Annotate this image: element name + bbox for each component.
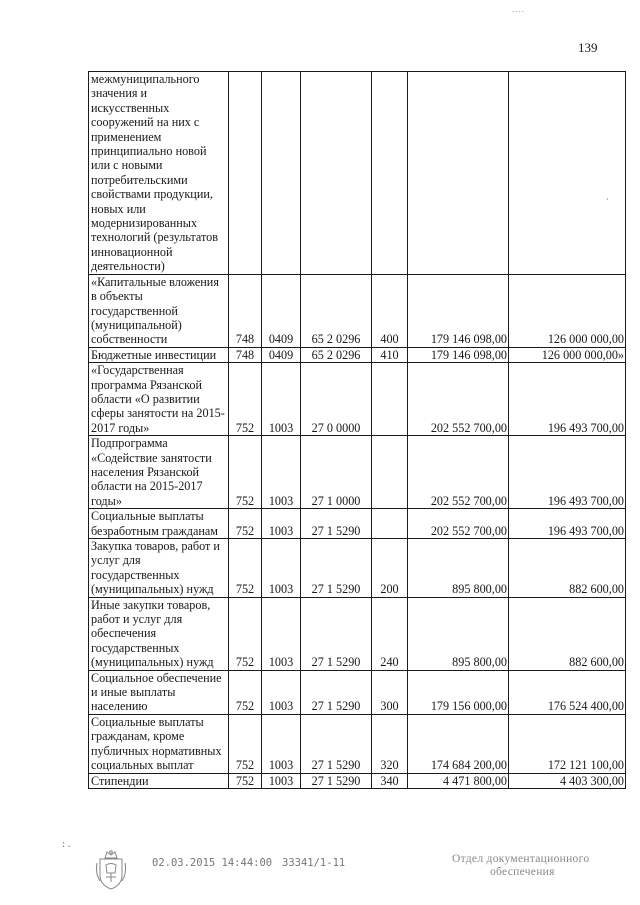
cell-name: Бюджетные инвестиции <box>89 347 229 362</box>
cell-vr: 320 <box>372 714 408 773</box>
cell-sum-2017: 196 493 700,00 <box>509 363 626 436</box>
cell-ved: 752 <box>229 714 262 773</box>
table-row <box>89 509 626 539</box>
cell-vr: 240 <box>372 597 408 670</box>
cell-ved: 752 <box>229 539 262 598</box>
table-row <box>89 363 626 436</box>
cell-sum-2016: 179 146 098,00 <box>408 274 509 347</box>
table-row <box>89 72 626 275</box>
cell-csr: 27 1 5290 <box>301 670 372 714</box>
cell-sum-2017: 126 000 000,00 <box>509 274 626 347</box>
cell-sum-2016: 895 800,00 <box>408 597 509 670</box>
cell-rz: 0409 <box>262 274 301 347</box>
footer-department-line1: Отдел документационного <box>452 853 590 865</box>
cell-ved: 752 <box>229 670 262 714</box>
cell-sum-2017: 172 121 100,00 <box>509 714 626 773</box>
cell-sum-2016: 202 552 700,00 <box>408 436 509 509</box>
cell-name: Иные закупки товаров, работ и услуг для обеспечения государственных (муниципальных) нужд <box>89 597 229 670</box>
cell-csr: 27 0 0000 <box>301 363 372 436</box>
table-row <box>89 597 626 670</box>
cell-name: Социальное обеспечение и иные выплаты населению <box>89 670 229 714</box>
cell-rz: 1003 <box>262 773 301 788</box>
cell-rz <box>262 72 301 275</box>
table-row <box>89 539 626 598</box>
cell-rz: 1003 <box>262 363 301 436</box>
cell-name: Стипендии <box>89 773 229 788</box>
cell-ved: 752 <box>229 509 262 539</box>
cell-sum-2016: 174 684 200,00 <box>408 714 509 773</box>
cell-vr: 300 <box>372 670 408 714</box>
footer-timestamp: 02.03.2015 14:44:00 <box>152 857 273 869</box>
cell-csr: 27 1 0000 <box>301 436 372 509</box>
cell-vr <box>372 436 408 509</box>
cell-rz: 1003 <box>262 670 301 714</box>
cell-csr: 27 1 5290 <box>301 539 372 598</box>
footer-document-number: 33341/1-11 <box>282 857 346 869</box>
table-row <box>89 274 626 347</box>
cell-vr: 340 <box>372 773 408 788</box>
cell-csr: 65 2 0296 <box>301 347 372 362</box>
cell-ved <box>229 72 262 275</box>
cell-ved: 752 <box>229 436 262 509</box>
cell-vr: 200 <box>372 539 408 598</box>
cell-sum-2017: 4 403 300,00 <box>509 773 626 788</box>
cell-name: Закупка товаров, работ и услуг для государственных (муниципальных) нужд <box>89 539 229 598</box>
left-margin-mark: : . <box>62 838 71 850</box>
top-scan-mark: .... <box>512 4 525 14</box>
cell-sum-2017: 126 000 000,00» <box>509 347 626 362</box>
cell-rz: 1003 <box>262 509 301 539</box>
cell-csr: 27 1 5290 <box>301 773 372 788</box>
cell-name: межмуниципального значения и искусственных сооружений на них с применением принципиально новой или с новыми потребительскими свойствами продукции, новых или модернизированных технологий (результатов инновационной деятельности) <box>89 72 229 275</box>
cell-ved: 752 <box>229 597 262 670</box>
cell-csr: 65 2 0296 <box>301 274 372 347</box>
cell-csr: 27 1 5290 <box>301 714 372 773</box>
cell-ved: 748 <box>229 347 262 362</box>
margin-mark: · <box>606 194 609 204</box>
cell-csr: 27 1 5290 <box>301 597 372 670</box>
cell-rz: 1003 <box>262 597 301 670</box>
cell-sum-2017: 196 493 700,00 <box>509 509 626 539</box>
cell-sum-2016: 179 146 098,00 <box>408 347 509 362</box>
cell-sum-2016: 895 800,00 <box>408 539 509 598</box>
cell-vr <box>372 363 408 436</box>
footer-department-line2: обеспечения <box>490 866 555 878</box>
cell-sum-2017 <box>509 72 626 275</box>
cell-rz: 0409 <box>262 347 301 362</box>
cell-name: «Капитальные вложения в объекты государственной (муниципальной) собственности <box>89 274 229 347</box>
cell-sum-2017: 176 524 400,00 <box>509 670 626 714</box>
cell-csr: 27 1 5290 <box>301 509 372 539</box>
cell-sum-2017: 882 600,00 <box>509 539 626 598</box>
footer-department-stamp <box>452 853 612 879</box>
cell-vr: 400 <box>372 274 408 347</box>
cell-vr: 410 <box>372 347 408 362</box>
cell-vr <box>372 72 408 275</box>
budget-table <box>88 71 626 789</box>
cell-rz: 1003 <box>262 436 301 509</box>
cell-name: Социальные выплаты безработным гражданам <box>89 509 229 539</box>
cell-sum-2016: 202 552 700,00 <box>408 509 509 539</box>
cell-rz: 1003 <box>262 539 301 598</box>
cell-rz: 1003 <box>262 714 301 773</box>
cell-name: «Государственная программа Рязанской области «О развитии сферы занятости на 2015-2017 годы» <box>89 363 229 436</box>
ryazan-coat-of-arms-icon <box>94 849 128 891</box>
cell-name: Социальные выплаты гражданам, кроме публичных нормативных социальных выплат <box>89 714 229 773</box>
cell-sum-2017: 882 600,00 <box>509 597 626 670</box>
cell-sum-2016 <box>408 72 509 275</box>
cell-sum-2016: 202 552 700,00 <box>408 363 509 436</box>
cell-csr <box>301 72 372 275</box>
table-row <box>89 773 626 788</box>
table-row <box>89 670 626 714</box>
table-row <box>89 436 626 509</box>
cell-ved: 748 <box>229 274 262 347</box>
page-number: 139 <box>578 40 598 55</box>
cell-name: Подпрограмма «Содействие занятости населения Рязанской области на 2015-2017 годы» <box>89 436 229 509</box>
cell-ved: 752 <box>229 363 262 436</box>
cell-sum-2016: 4 471 800,00 <box>408 773 509 788</box>
cell-vr <box>372 509 408 539</box>
cell-sum-2016: 179 156 000,00 <box>408 670 509 714</box>
table-row <box>89 714 626 773</box>
cell-ved: 752 <box>229 773 262 788</box>
table-row <box>89 347 626 362</box>
cell-sum-2017: 196 493 700,00 <box>509 436 626 509</box>
